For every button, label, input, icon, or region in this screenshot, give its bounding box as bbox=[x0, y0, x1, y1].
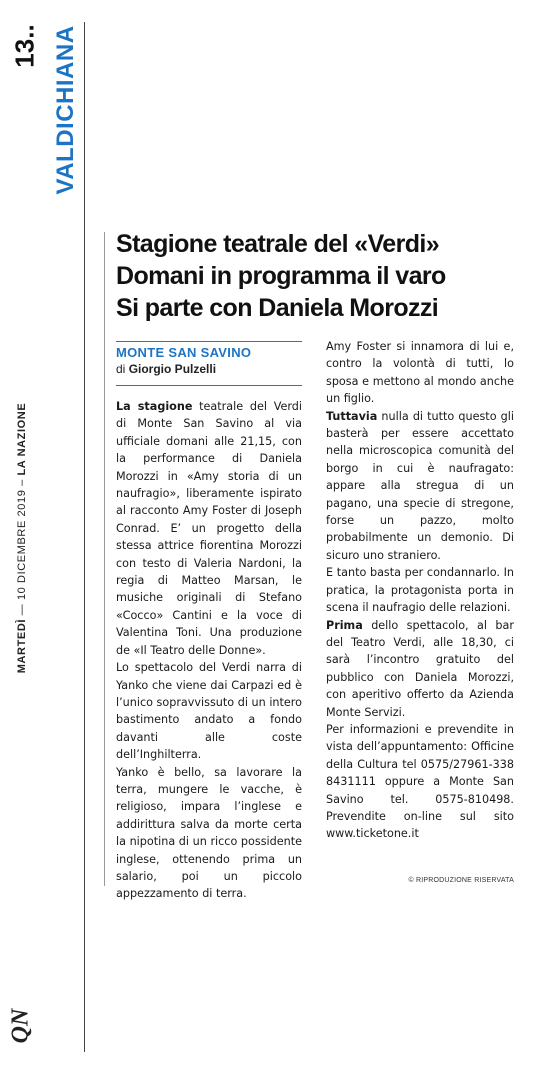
byline-author: Giorgio Pulzelli bbox=[128, 362, 217, 376]
kicker: MONTE SAN SAVINO bbox=[116, 345, 252, 360]
paragraph bbox=[116, 659, 302, 763]
byline-prefix: di bbox=[116, 362, 129, 376]
headline bbox=[116, 228, 516, 324]
paragraph bbox=[116, 764, 302, 903]
page-number bbox=[8, 20, 42, 72]
paragraph bbox=[326, 617, 514, 721]
dateline-date: — 10 DICEMBRE 2019 – bbox=[16, 475, 28, 619]
page-number-text: 13.. bbox=[9, 24, 40, 68]
qn-logo bbox=[8, 1002, 34, 1050]
headline-line: Domani in programma il varo bbox=[116, 262, 446, 290]
paragraph bbox=[326, 564, 514, 616]
section-label bbox=[50, 20, 82, 200]
paragraph-text: Amy Foster si innamora di lui e, contro la volontà di tutti, lo sposa e mettono al mondo anche un figlio. bbox=[326, 340, 514, 406]
paragraph bbox=[326, 721, 514, 843]
rail-divider bbox=[84, 22, 85, 1052]
paragraph-text: teatrale del Verdi di Monte San Savino al via ufficiale domani alle 21,15, con la performance di Daniela Morozzi in «Amy storia di un naufragio», liberamente ispirato al racconto Amy Foster di Joseph Conrad. E’ un progetto della stessa attrice fiorentina Morozzi con testo di Valeria Nardoni, la regia di Matteo Marsan, le musiche originali di Stefano «Cocco» Cantini e la voce di Valentina Toni. Una produzione de «Il Teatro delle Donne». bbox=[116, 400, 302, 657]
paragraph-text: E tanto basta per condannarlo. In pratica, la protagonista porta in scena il naufragio delle relazioni. bbox=[326, 566, 514, 615]
paragraph bbox=[326, 408, 514, 565]
paragraph-text: Yanko è bello, sa lavorare la terra, mungere le vacche, è religioso, impara l’inglese e addirittura salva da morte certa la nipotina di un ricco possidente inglese, ottenendo prima un salario, poi un piccolo appezzamento di terra. bbox=[116, 765, 302, 901]
headline-rule bbox=[104, 232, 105, 886]
paragraph-text: dello spettacolo, al bar del Teatro Verdi, alle 18,30, ci sarà l’incontro gratuito del pubblico con Daniela Morozzi, con aperitivo offerto da Azienda Monte Servizi. bbox=[326, 618, 514, 719]
byline bbox=[116, 362, 216, 376]
paragraph-lead: Prima bbox=[326, 618, 363, 632]
paragraph-text: nulla di tutto questo gli basterà per essere accettato nella microscopica comunità del borgo in cui è naufragato: appare alla stregua di un pagano, una specie di stregone, forse un pazzo, molto probabilmente un demonio. Di sicuro uno straniero. bbox=[326, 409, 514, 562]
paragraph-lead: Tuttavia bbox=[326, 409, 378, 423]
dateline-day: MARTEDÌ bbox=[16, 618, 28, 674]
article-column-2 bbox=[326, 338, 514, 843]
qn-logo-text: QN bbox=[7, 1008, 34, 1044]
paragraph bbox=[116, 398, 302, 659]
paragraph bbox=[326, 338, 514, 408]
copyright-notice: © RIPRODUZIONE RISERVATA bbox=[408, 877, 514, 884]
headline-line: Stagione teatrale del «Verdi» bbox=[116, 230, 440, 258]
dateline bbox=[12, 390, 32, 686]
kicker-rule bbox=[116, 341, 302, 342]
headline-line: Si parte con Daniela Morozzi bbox=[116, 294, 439, 322]
article-column-1 bbox=[116, 398, 302, 903]
dateline-newspaper: LA NAZIONE bbox=[16, 402, 28, 476]
paragraph-lead: La stagione bbox=[116, 400, 193, 413]
paragraph-text: Per informazioni e prevendite in vista dell’appuntamento: Officine della Cultura tel 0575/27961-338 8431111 oppure a Monte San Savino tel. 0575-810498. Prevendite on-line sul sito www.ticketone.it bbox=[326, 722, 514, 841]
byline-rule bbox=[116, 385, 302, 386]
paragraph-text: Lo spettacolo del Verdi narra di Yanko che viene dai Carpazi ed è l’unico sopravvissuto di un intero bastimento andato a fondo davanti alle coste dell’Inghilterra. bbox=[116, 661, 302, 762]
section-label-text: VALDICHIANA bbox=[52, 25, 79, 195]
